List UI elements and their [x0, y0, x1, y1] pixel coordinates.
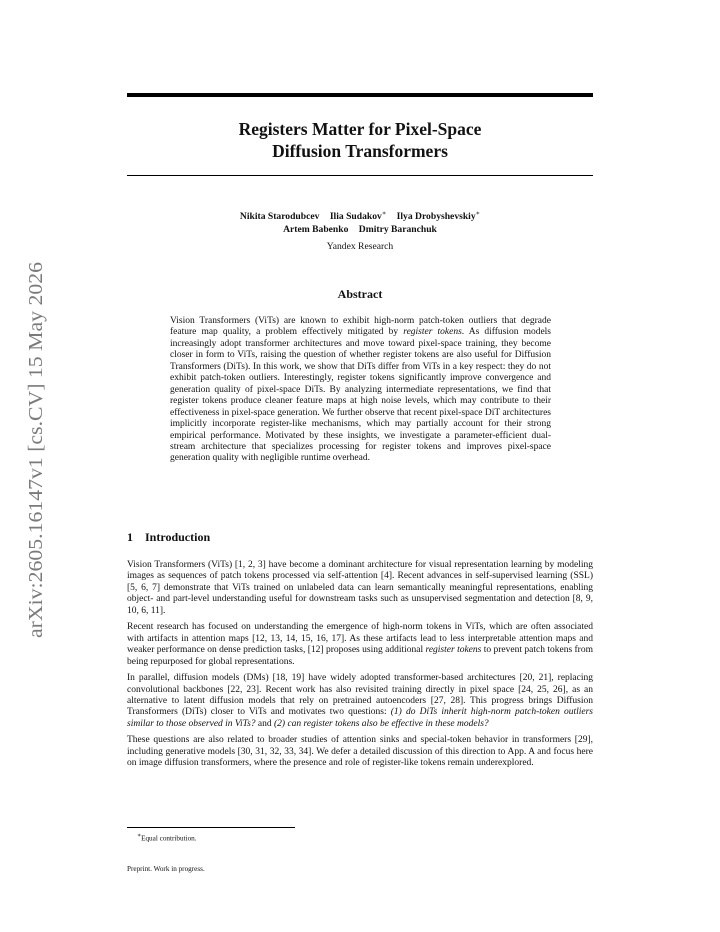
title-line-2: Diffusion Transformers — [272, 141, 448, 161]
footnote-mark: ∗ — [137, 833, 142, 839]
paragraph-emphasis: (2) can register tokens also be effective in these models? — [274, 718, 489, 729]
author-name: Ilya Drobyshevskiy — [396, 211, 476, 223]
section-heading — [127, 530, 210, 545]
paragraph-text: Recent research has focused on understanding the emergence of high-norm tokens in ViTs, which are often associated with artifacts in attention maps [12, 13, 14, 15, 16, 17]. As these artifacts lead to less interpretable attention maps and weaker performance on dense prediction tasks, [12] proposes using additional — [127, 622, 593, 656]
footnote — [137, 832, 197, 842]
footnote-rule — [127, 827, 295, 828]
introduction-body — [127, 560, 593, 775]
arxiv-identifier-text: arXiv:2605.16147v1 [cs.CV] 15 May 2026 — [25, 283, 47, 638]
title-bottom-rule — [127, 175, 593, 176]
arxiv-identifier-stamp — [18, 260, 50, 640]
affiliation: Yandex Research — [326, 241, 394, 252]
abstract-heading: Abstract — [337, 287, 383, 301]
author-name: Ilia Sudakov — [329, 211, 382, 223]
abstract-text: . As diffusion models increasingly adopt transformer architectures and move toward pixel-space training, they become closer in form to ViTs, raising the question of whether register tokens are also useful for Diffusion Transformers (DiTs). In this work, we show that DiTs differ from ViTs in a key respect: they do not exhibit patch-token outliers. Interestingly, register tokens significantly improve convergence and generation quality of pixel-space DiTs. By analyzing intermediate representations, we find that register tokens produce cleaner feature maps at high noise levels, which may contribute to their effectiveness in pixel-space generation. We further observe that recent pixel-space DiT architectures implicitly incorporate register-like mechanisms, which may partially account for their strong empirical performance. Motivated by these insights, we investigate a parameter-efficient dual-stream architecture that specializes processing for register tokens and improves pixel-space generation quality with negligible runtime overhead. — [170, 327, 552, 464]
paragraph: Vision Transformers (ViTs) [1, 2, 3] have become a dominant architecture for visual representation learning by modeling images as sequences of patch tokens processed via self-attention [4]. Recent advances in self-supervised learning (SSL) [5, 6, 7] demonstrate that ViTs trained on unlabeled data can learn semantically meaningful representations, enabling object- and part-level understanding useful for downstream tasks such as unsupervised segmentation and detection [8, 9, 10, 6, 11]. — [127, 560, 593, 616]
paragraph-emphasis: (1) do DiTs inherit high-norm patch-token outliers similar to those observed in ViTs? — [127, 707, 594, 729]
section-title: Introduction — [145, 530, 211, 544]
paragraph-emphasis: register tokens — [425, 645, 482, 656]
author-name: Nikita Starodubcev — [239, 211, 320, 223]
paper-title — [127, 118, 593, 162]
paragraph: These questions are also related to broader studies of attention sinks and special-token behavior in transformers [29], including generative models [30, 31, 32, 33, 34]. We defer a detailed discussion of this direction to App. A and focus here on image diffusion transformers, where the presence and role of register-like tokens remain underexplored. — [127, 735, 593, 769]
title-top-rule — [127, 93, 593, 97]
author-name: Dmitry Baranchuk — [358, 223, 437, 235]
equal-contribution-mark: ∗ — [381, 210, 387, 217]
author-name: Artem Babenko — [283, 223, 349, 235]
paragraph — [127, 622, 593, 668]
paragraph-text: and — [255, 718, 274, 729]
abstract-emphasis: register tokens — [403, 327, 462, 338]
paragraph — [127, 673, 593, 730]
author-list — [127, 208, 593, 236]
abstract-text: Vision Transformers (ViTs) are known to exhibit high-norm patch-token outliers that degrade feature map quality, a problem effectively mitigated by — [170, 316, 551, 338]
preprint-note: Preprint. Work in progress. — [127, 865, 205, 873]
paragraph-text: to prevent patch tokens from being repurposed for global representations. — [127, 645, 593, 667]
section-number: 1 — [127, 530, 133, 544]
paragraph-text: In parallel, diffusion models (DMs) [18, 19] have widely adopted transformer-based architectures [20, 21], replacing convolutional backbones [22, 23]. Recent work has also revisited training directly in pixel space [24, 25, 26], as an alternative to latent diffusion models that rely on pretrained autoencoders [27, 28]. This progress brings Diffusion Transformers (DiTs) closer to ViTs and motivates two questions: — [127, 673, 593, 718]
abstract-body — [170, 316, 551, 465]
equal-contribution-mark: ∗ — [475, 210, 481, 217]
footnote-text: Equal contribution. — [141, 834, 197, 843]
title-line-1: Registers Matter for Pixel-Space — [238, 119, 482, 139]
